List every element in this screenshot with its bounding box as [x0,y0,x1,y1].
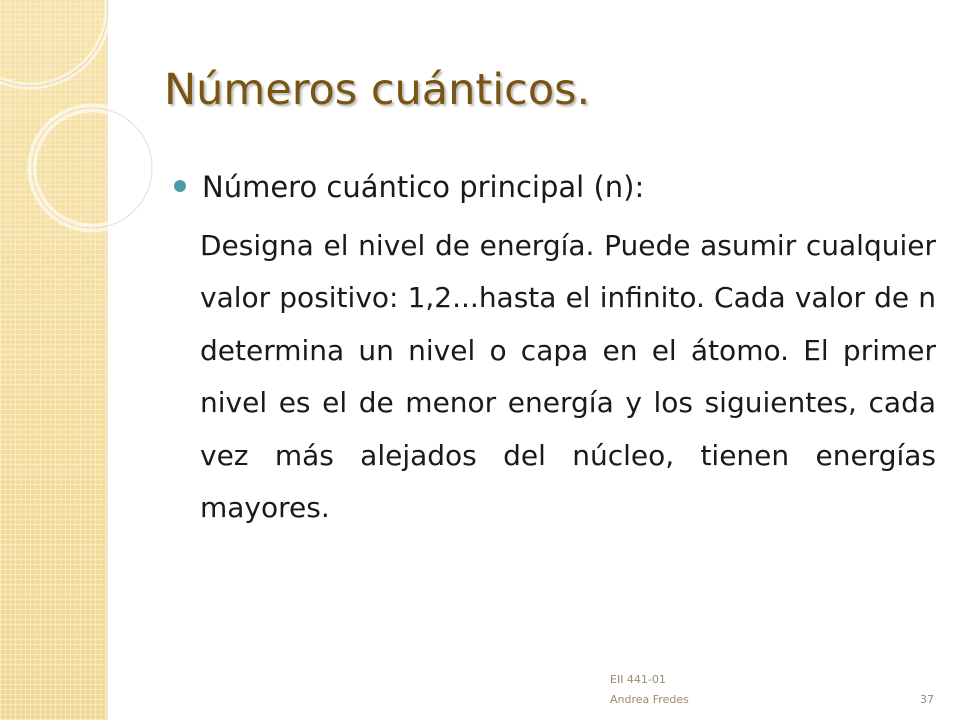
slide-title: Números cuánticos. [164,65,591,115]
bullet-dot-icon [174,180,186,192]
slide-footer [610,670,689,710]
ring-large-outline [0,0,108,86]
ring-large [0,0,108,86]
decorative-rings [0,0,160,260]
footer-course: EII 441-01 [610,673,666,686]
body-paragraph: Designa el nivel de energía. Puede asumir cualquier valor positivo: 1,2...hasta el infinito. Cada valor de n determina un nivel o capa en el átomo. El primer nivel es el de menor energía y los siguientes, cada vez más alejados del núcleo, tienen energías mayores. [200,229,936,525]
ring-small [32,108,152,228]
page-number: 37 [920,693,934,706]
footer-author: Andrea Fredes [610,693,689,706]
bullet-heading: Número cuántico principal (n): [202,170,645,204]
